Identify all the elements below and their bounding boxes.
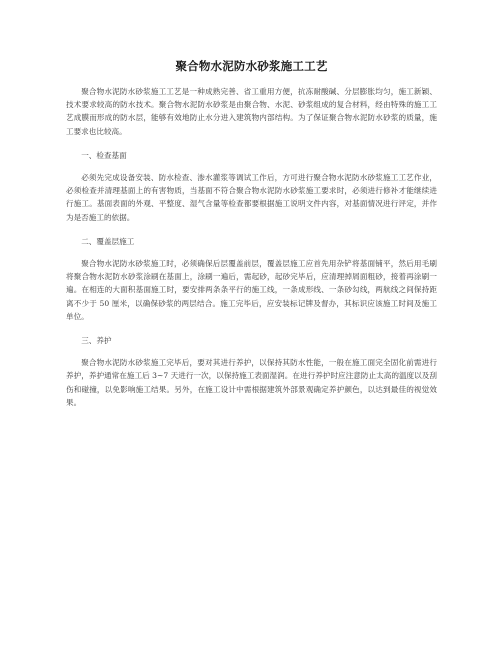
section-paragraph: 必须先完成设备安装、防水检查、渗水灌浆等调试工作后，方可进行聚合物水泥防水砂浆施工工艺作业，必须检查并清理基面上的有害物质，当基面不符合聚合物水泥防水砂浆施工要求时，必须进行修补才能继续进行施工。基面表面的外观、平整度、湿气含量等检查都要根据施工说明文件内容，对基面情况进行评定，并作为是否施工的依据。: [66, 173, 437, 222]
section-cover-layer: [66, 235, 437, 323]
document-title: 聚合物水泥防水砂浆施工工艺: [175, 59, 328, 73]
section-paragraph: 聚合物水泥防水砂浆施工时，必须确保后层覆盖前层，覆盖层施工应首先用杂铲将基面铺平，然后用毛刷将聚合物水泥防水砂浆涂刷在基面上，涂刷一遍后，需起砂，起砂完毕后，应清理掉屑面粗砂，接着再涂刷一遍。在相连的大面积基面施工时，要安排两条条平行的施工线，一条成形线、一条砂勾线，两航线之间保持距离不少于 50 厘米，以确保砂浆的两层结合。施工完毕后，应安装标记牌及督办，其标识应该施工时间及施工单位。: [66, 259, 437, 321]
section-curing: [66, 334, 437, 409]
section-heading: 三、养护: [81, 336, 112, 346]
section-paragraph: 聚合物水泥防水砂浆施工完毕后，要对其进行养护，以保持其防水性能，一般在施工面完全固化前需进行养护，养护通常在施工后 3~7 天进行一次，以保持施工表面湿润。在进行养护时应注意防止太高的温度以及刮伤和碰撞，以免影响施工结果。另外，在施工设计中需根据建筑外部景观确定养护颜色，以达到最佳的视觉效果。: [66, 358, 437, 407]
section-inspect-base: [66, 149, 437, 224]
intro-paragraph: 聚合物水泥防水砂浆施工工艺是一种成熟完善、省工重用方便，抗冻耐酸碱、分层膨胀均匀，施工新颖、技术要求较高的防水技术。聚合物水泥防水砂浆是由聚合物、水泥、砂浆组成的复合材料，经由特殊的施工工艺成膜而形成的防水层，能够有效地防止水分进入建筑物内部结构。为了保证聚合物水泥防水砂浆的质量，施工要求也比较高。: [66, 87, 437, 136]
section-heading: 一、检查基面: [81, 150, 127, 160]
section-heading: 二、覆盖层施工: [81, 236, 135, 246]
